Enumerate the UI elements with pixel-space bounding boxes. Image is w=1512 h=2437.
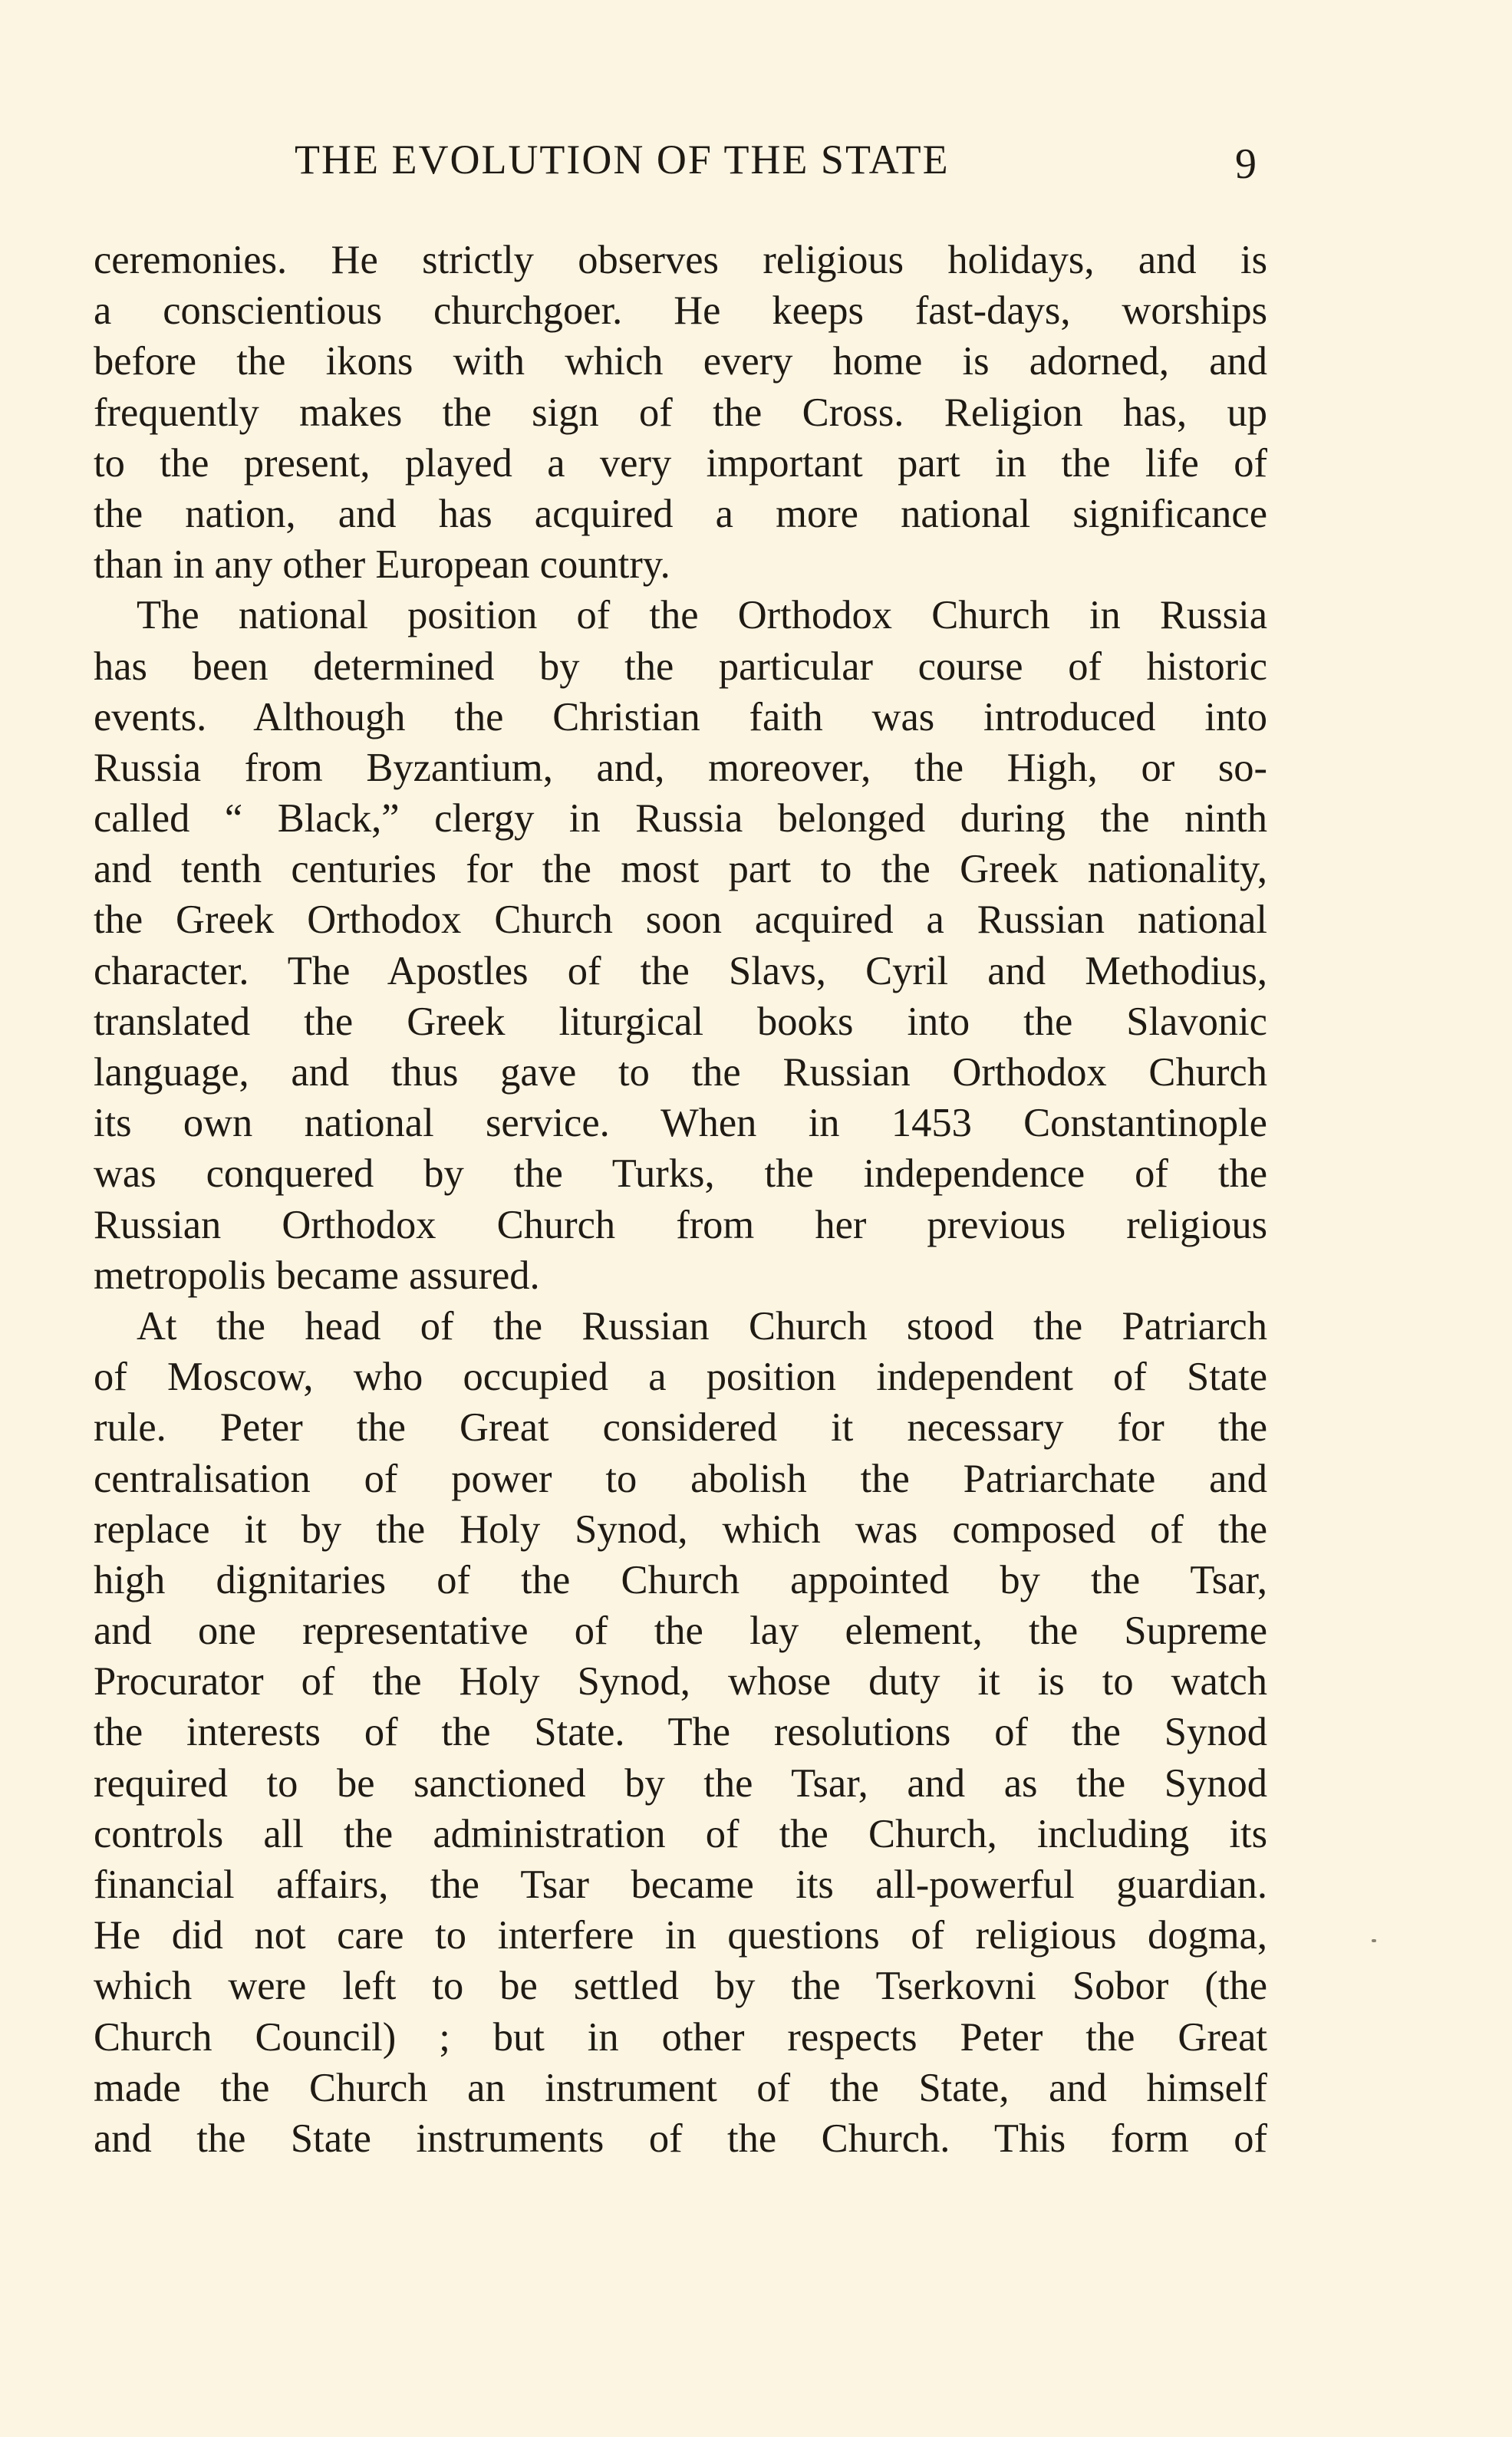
text-line: the nation, and has acquired a more national significance [94, 491, 1267, 536]
text-line: and tenth centuries for the most part to the Greek nationality, [94, 847, 1267, 892]
text-line: He did not care to interfere in questions of religious dogma, [94, 1913, 1267, 1958]
text-line: controls all the administration of the Church, including its [94, 1811, 1267, 1856]
text-line: the interests of the State. The resolutions of the Synod [94, 1710, 1267, 1755]
text-line: before the ikons with which every home is adorned, and [94, 339, 1267, 384]
text-line: a conscientious churchgoer. He keeps fast-days, worships [94, 288, 1267, 334]
text-line: made the Church an instrument of the State, and himself [94, 2065, 1267, 2110]
text-line: Church Council) ; but in other respects Peter the Great [94, 2014, 1267, 2060]
text-line: Russian Orthodox Church from her previous religious [94, 1202, 1267, 1247]
text-line: was conquered by the Turks, the independence of the [94, 1151, 1267, 1197]
text-line: At the head of the Russian Church stood the Patriarch [137, 1303, 1267, 1349]
text-line: called “ Black,” clergy in Russia belonged during the ninth [94, 796, 1267, 841]
text-line: events. Although the Christian faith was introduced into [94, 694, 1267, 739]
body-text [94, 235, 1267, 2164]
text-line: language, and thus gave to the Russian Orthodox Church [94, 1050, 1267, 1095]
text-line: character. The Apostles of the Slavs, Cyril and Methodius, [94, 948, 1267, 993]
page-header [0, 129, 1512, 190]
text-line: Russia from Byzantium, and, moreover, the High, or so- [94, 745, 1267, 790]
text-line: and one representative of the lay element, the Supreme [94, 1609, 1267, 1654]
text-line: and the State instruments of the Church. This form of [94, 2116, 1267, 2161]
running-title: THE EVOLUTION OF THE STATE [295, 137, 950, 183]
text-line: translated the Greek liturgical books into the Slavonic [94, 999, 1267, 1044]
text-line: ceremonies. He strictly observes religious holidays, and is [94, 238, 1267, 282]
text-line: The national position of the Orthodox Church in Russia [137, 593, 1267, 638]
text-line: of Moscow, who occupied a position independent of State [94, 1355, 1267, 1400]
text-line: metropolis became assured. [94, 1253, 540, 1298]
text-line: replace it by the Holy Synod, which was composed of the [94, 1507, 1267, 1552]
text-line: frequently makes the sign of the Cross. Religion has, up [94, 390, 1267, 435]
text-line: required to be sanctioned by the Tsar, and as the Synod [94, 1760, 1267, 1806]
text-line: than in any other European country. [94, 542, 670, 588]
text-line: high dignitaries of the Church appointed by the Tsar, [94, 1557, 1267, 1602]
text-line: its own national service. When in 1453 Constantinople [94, 1101, 1267, 1146]
text-line: the Greek Orthodox Church soon acquired a Russian national [94, 897, 1267, 943]
text-line: Procurator of the Holy Synod, whose duty it is to watch [94, 1659, 1267, 1704]
text-line: has been determined by the particular course of historic [94, 644, 1267, 689]
text-line: centralisation of power to abolish the Patriarchate and [94, 1456, 1267, 1501]
text-line: rule. Peter the Great considered it necessary for the [94, 1405, 1267, 1451]
text-line: which were left to be settled by the Tserkovni Sobor (the [94, 1964, 1267, 2009]
text-line: financial affairs, the Tsar became its all-powerful guardian. [94, 1862, 1267, 1907]
page-number: 9 [1235, 140, 1257, 188]
print-speck [1372, 1939, 1376, 1942]
text-line: to the present, played a very important part in the life of [94, 440, 1267, 486]
